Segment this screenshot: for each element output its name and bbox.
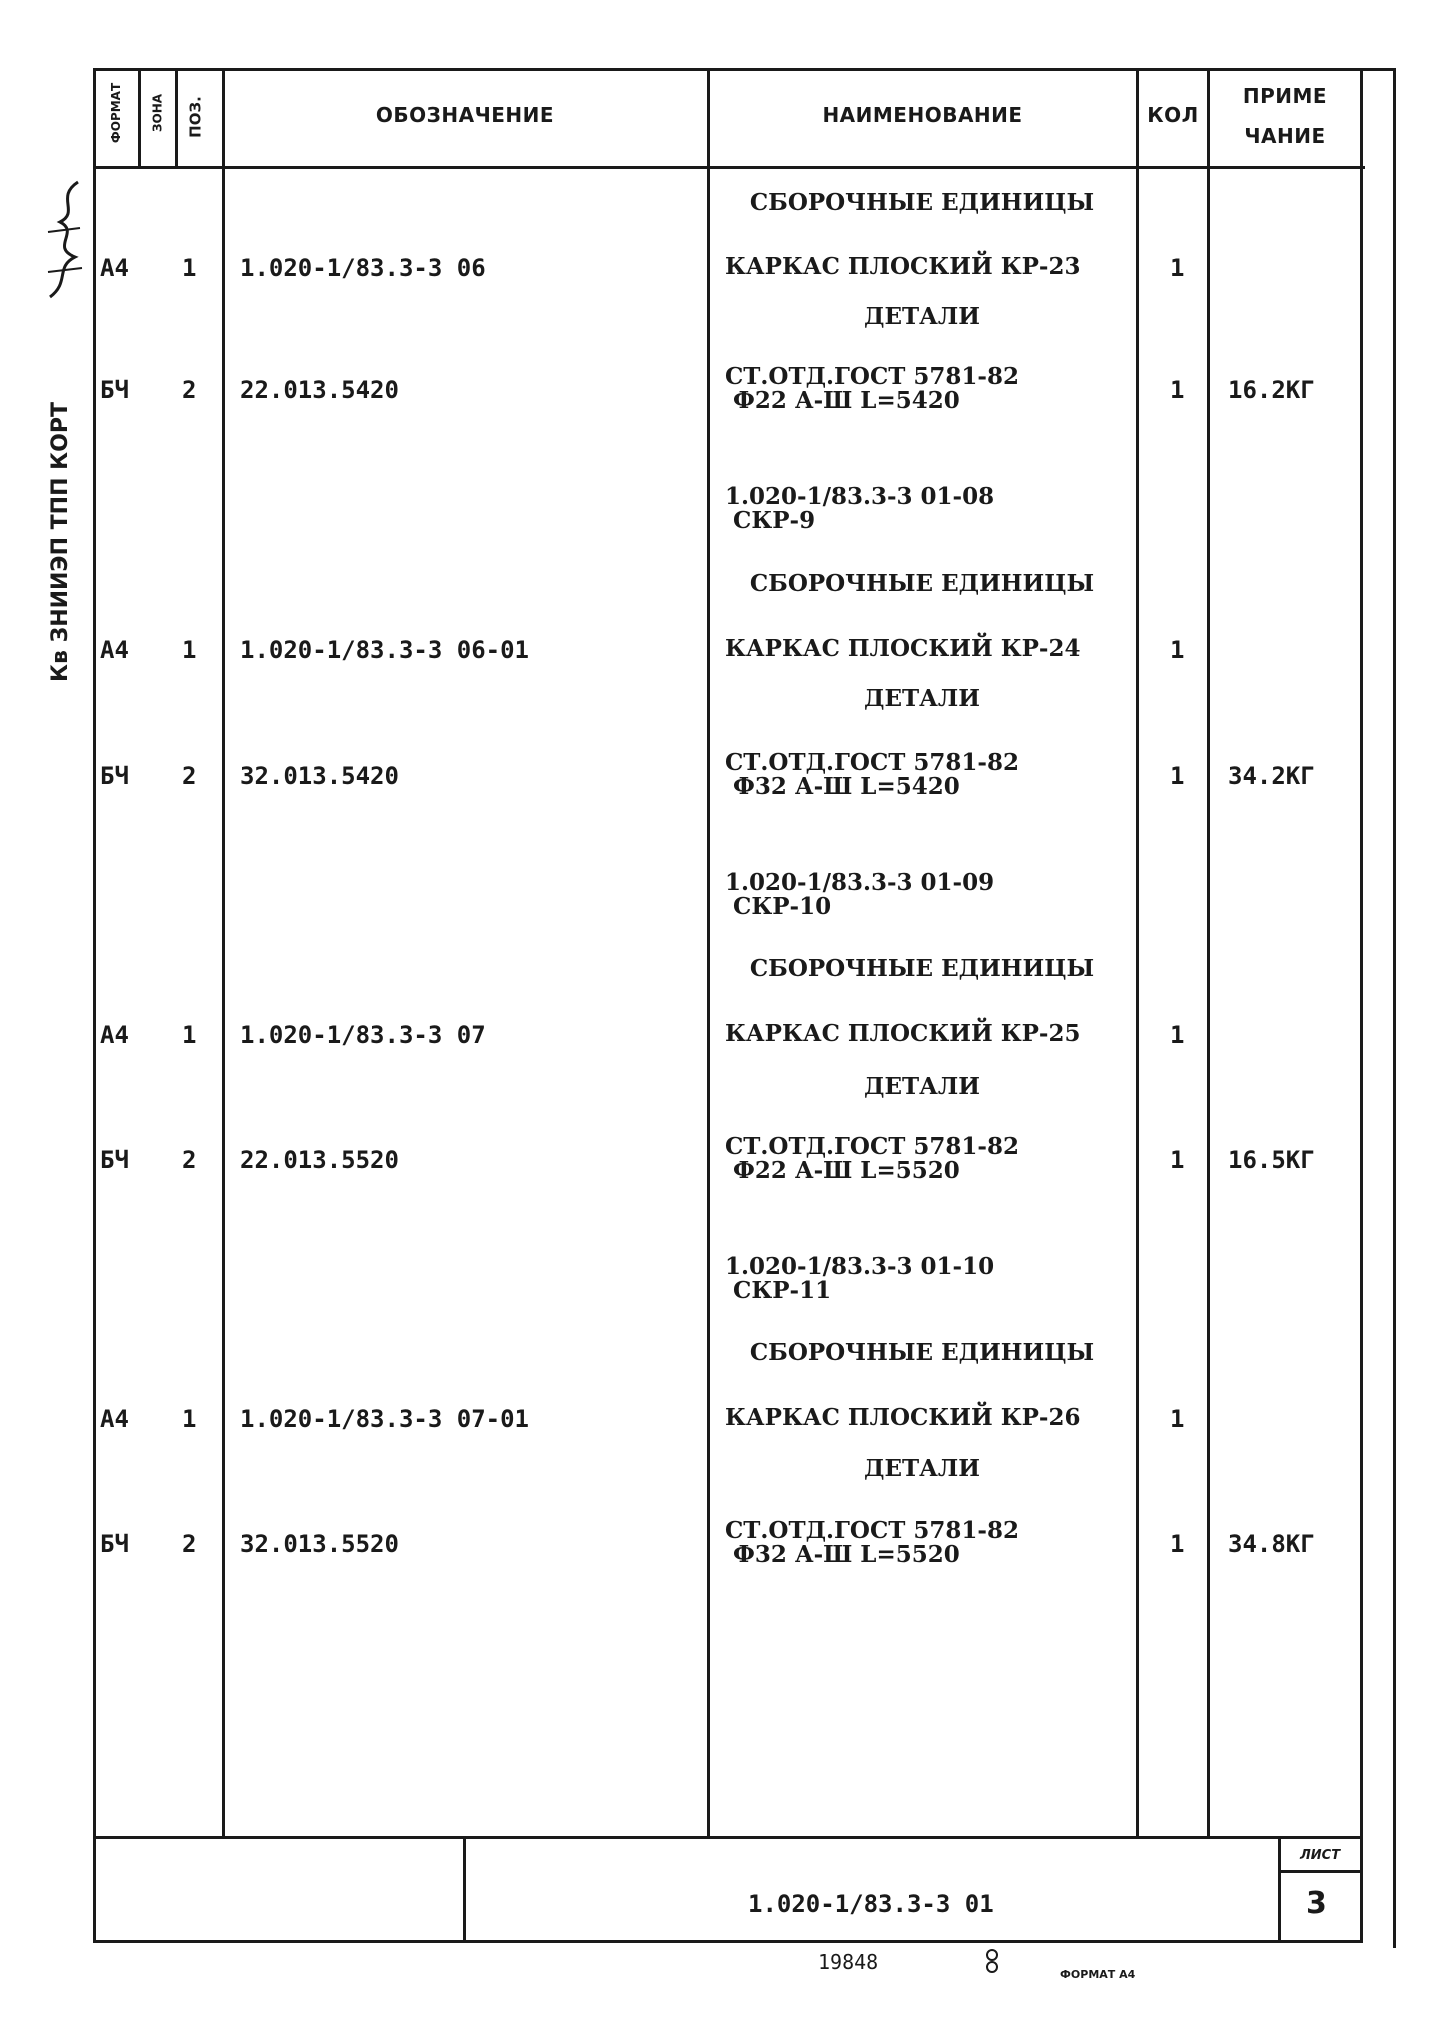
row-position: 2 (182, 762, 197, 790)
small-mark-icon (985, 1948, 999, 1974)
row-name-line: СТ.ОТД.ГОСТ 5781-82 (725, 1133, 1019, 1160)
row-name-line: КАРКАС ПЛОСКИЙ КР-23 (725, 253, 1081, 280)
row-position: 1 (182, 254, 197, 282)
row-name-line: 1.020-1/83.3-3 01-08 (725, 483, 995, 510)
side-stamp: Кв ЗНИИЭП ТПП КОРТ (48, 402, 73, 682)
row-format: БЧ (100, 762, 129, 790)
row-name-line: КАРКАС ПЛОСКИЙ КР-25 (725, 1020, 1081, 1047)
row-format: БЧ (100, 376, 129, 404)
row-name-line: 1.020-1/83.3-3 01-10 (725, 1253, 995, 1280)
col-pos-divider (175, 68, 178, 166)
row-note: 34.8КГ (1228, 1530, 1315, 1558)
row-name-line: СТ.ОТД.ГОСТ 5781-82 (725, 363, 1019, 390)
row-name-line: КАРКАС ПЛОСКИЙ КР-26 (725, 1404, 1081, 1431)
row-position: 2 (182, 1146, 197, 1174)
col-note-divider (1207, 68, 1210, 1836)
col-name-divider (707, 68, 710, 1836)
row-quantity: 1 (1170, 254, 1185, 282)
row-position: 1 (182, 1405, 197, 1433)
format-label: ФОРМАТ А4 (1060, 1968, 1136, 1981)
row-format: БЧ (100, 1146, 129, 1174)
footer-sheet-line (1278, 1870, 1360, 1873)
row-position: 1 (182, 636, 197, 664)
row-note: 16.5КГ (1228, 1146, 1315, 1174)
row-designation: 22.013.5420 (240, 376, 399, 404)
frame-bottom (95, 1940, 1360, 1943)
row-name-line: СКР-9 (725, 507, 816, 534)
header-pos: ПОЗ. (186, 96, 205, 138)
header-zone: ЗОНА (150, 93, 165, 133)
row-quantity: 1 (1170, 1530, 1185, 1558)
row-quantity: 1 (1170, 636, 1185, 664)
row-name-line: Ф32 А-Ш L=5420 (725, 773, 960, 800)
row-designation: 1.020-1/83.3-3 06-01 (240, 636, 529, 664)
row-name-line: СБОРОЧНЫЕ ЕДИНИЦЫ (749, 1339, 1095, 1366)
sheet-label: ЛИСТ (1300, 1848, 1341, 1863)
row-quantity: 1 (1170, 1021, 1185, 1049)
col-zone-divider (138, 68, 141, 166)
row-quantity: 1 (1170, 1146, 1185, 1174)
row-name-line: СКР-11 (725, 1277, 832, 1304)
row-quantity: 1 (1170, 376, 1185, 404)
row-name-line: КАРКАС ПЛОСКИЙ КР-24 (725, 635, 1081, 662)
row-name-line: Ф22 А-Ш L=5420 (725, 387, 960, 414)
header-note-1: ПРИМЕ (1242, 84, 1328, 108)
row-format: А4 (100, 1021, 129, 1049)
row-designation: 1.020-1/83.3-3 06 (240, 254, 486, 282)
row-position: 2 (182, 376, 197, 404)
table-bottom (95, 1836, 1360, 1839)
row-name-line: ДЕТАЛИ (864, 303, 980, 330)
header-note-2: ЧАНИЕ (1244, 124, 1326, 148)
row-designation: 1.020-1/83.3-3 07-01 (240, 1405, 529, 1433)
frame-right-outer (1393, 68, 1396, 1948)
row-name-line: 1.020-1/83.3-3 01-09 (725, 869, 995, 896)
row-format: А4 (100, 1405, 129, 1433)
header-format: ФОРМАТ (109, 82, 123, 144)
row-name-line: СБОРОЧНЫЕ ЕДИНИЦЫ (749, 955, 1095, 982)
row-name-line: СКР-10 (725, 893, 832, 920)
frame-left (93, 68, 96, 1943)
row-format: А4 (100, 254, 129, 282)
row-name-line: СТ.ОТД.ГОСТ 5781-82 (725, 1517, 1019, 1544)
frame-top (95, 68, 1395, 71)
col-designation-divider (222, 68, 225, 1836)
row-designation: 1.020-1/83.3-3 07 (240, 1021, 486, 1049)
header-name: НАИМЕНОВАНИЕ (822, 103, 1023, 127)
row-name-line: СБОРОЧНЫЕ ЕДИНИЦЫ (749, 570, 1095, 597)
row-name-line: ДЕТАЛИ (864, 1455, 980, 1482)
row-designation: 22.013.5520 (240, 1146, 399, 1174)
row-name-line: СБОРОЧНЫЕ ЕДИНИЦЫ (749, 189, 1095, 216)
row-format: БЧ (100, 1530, 129, 1558)
row-note: 34.2КГ (1228, 762, 1315, 790)
row-name-line: Ф22 А-Ш L=5520 (725, 1157, 960, 1184)
row-position: 1 (182, 1021, 197, 1049)
row-name-line: Ф32 А-Ш L=5520 (725, 1541, 960, 1568)
header-bottom (95, 166, 1365, 169)
row-designation: 32.013.5420 (240, 762, 399, 790)
row-note: 16.2КГ (1228, 376, 1315, 404)
footer-divider-sheet (1278, 1836, 1281, 1940)
header-qty: КОЛ (1147, 103, 1199, 127)
header-designation: ОБОЗНАЧЕНИЕ (375, 103, 555, 127)
frame-right (1360, 68, 1363, 1943)
row-designation: 32.013.5520 (240, 1530, 399, 1558)
row-position: 2 (182, 1530, 197, 1558)
row-name-line: ДЕТАЛИ (864, 1073, 980, 1100)
col-qty-divider (1136, 68, 1139, 1836)
row-quantity: 1 (1170, 762, 1185, 790)
row-format: А4 (100, 636, 129, 664)
row-quantity: 1 (1170, 1405, 1185, 1433)
sheet-number: 3 (1306, 1886, 1327, 1921)
row-name-line: СТ.ОТД.ГОСТ 5781-82 (725, 749, 1019, 776)
inventory-number: 19848 (818, 1950, 879, 1974)
signature-icon (40, 172, 90, 302)
doc-code: 1.020-1/83.3-3 01 (748, 1890, 994, 1918)
footer-divider-left (463, 1836, 466, 1940)
row-name-line: ДЕТАЛИ (864, 685, 980, 712)
